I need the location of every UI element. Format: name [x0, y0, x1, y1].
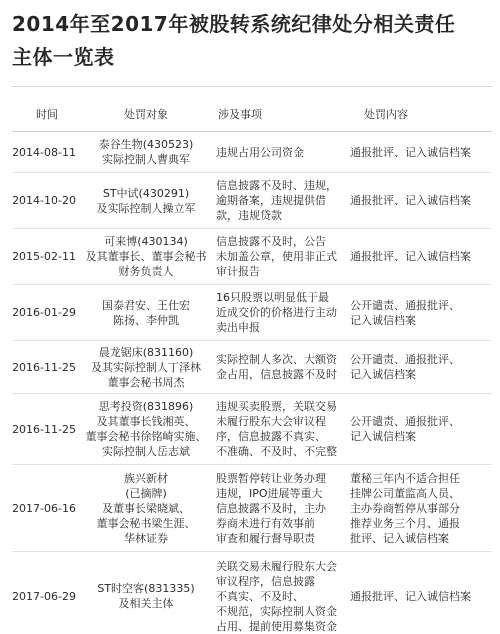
- header-target: 处罚对象: [82, 98, 210, 132]
- cell-target-line: 族兴新材: [124, 471, 168, 485]
- cell-target-line: 晨龙锯床(831160): [98, 345, 194, 359]
- cell-matter-line: 款，违规贷款: [216, 209, 282, 222]
- cell-matter-line: 股票暂停转让业务办理: [216, 471, 326, 485]
- cell-target: [82, 465, 210, 552]
- cell-target-line: ST时空客(831335): [97, 582, 195, 595]
- cell-matter-line: 不规范，实际控制人资金: [216, 604, 337, 618]
- cell-matter-line: 审议程序，信息披露: [216, 574, 315, 588]
- cell-matter: [210, 465, 342, 552]
- cell-date: 2014-10-20: [12, 173, 82, 229]
- cell-result-line: 通报批评、记入诚信档案: [350, 145, 471, 159]
- cell-result: [342, 394, 492, 465]
- cell-target-line: 泰谷生物(430523): [98, 138, 194, 151]
- penalty-table-body: [12, 132, 492, 634]
- cell-target-line: (已摘牌): [125, 486, 167, 500]
- cell-target-line: 董事会秘书梁生涯、: [96, 516, 196, 530]
- cell-target-line: 及董事长梁晓斌、: [102, 501, 190, 515]
- cell-target-line: 可来博(430134): [104, 235, 188, 248]
- cell-result-line: 通报批评、记入诚信档案: [350, 194, 471, 207]
- cell-target: [82, 132, 210, 173]
- cell-result-line: 通报批评、记入诚信档案: [350, 250, 471, 263]
- cell-target: [82, 229, 210, 285]
- cell-result-line: 记入诚信档案: [350, 368, 416, 381]
- cell-matter-line: 未加盖公章，使用非正式: [216, 250, 337, 263]
- cell-target: [82, 394, 210, 465]
- cell-target-line: 董事会秘书徐铭崎实施、: [85, 430, 207, 443]
- cell-matter-line: 16只股票以明显低于最: [216, 291, 329, 304]
- cell-date: 2016-01-29: [12, 285, 82, 341]
- cell-result: [342, 341, 492, 394]
- cell-result: [342, 173, 492, 229]
- table-row: [12, 229, 492, 285]
- cell-target-line: 董事会秘书周杰: [107, 375, 185, 389]
- cell-target-line: 国泰君安、王仕宏: [102, 298, 190, 312]
- cell-target-line: 思考投资(831896): [98, 400, 194, 413]
- cell-result-line: 公开谴责、通报批评、: [350, 298, 460, 312]
- table-row: [12, 173, 492, 229]
- cell-matter-line: 审查和履行督导职责: [216, 531, 315, 545]
- header-result: 处罚内容: [342, 98, 492, 132]
- title-divider: [12, 86, 492, 87]
- cell-date: 2014-08-11: [12, 132, 82, 173]
- cell-matter-line: 违规占用公司资金: [216, 145, 304, 159]
- cell-matter-line: 券商未进行有效事前: [216, 516, 315, 530]
- header-row: [12, 98, 492, 132]
- cell-matter-line: 违规，IPO进展等重大: [216, 486, 323, 500]
- cell-target-line: 华林证券: [124, 531, 168, 545]
- cell-result: [342, 465, 492, 552]
- cell-target-line: 及实际控制人操立军: [96, 201, 196, 215]
- cell-date: 2017-06-16: [12, 465, 82, 552]
- cell-result-line: 公开谴责、通报批评、: [350, 353, 460, 366]
- penalty-table: [12, 98, 492, 634]
- header-date: 时间: [12, 98, 82, 132]
- table-row: [12, 552, 492, 634]
- page-title-line-2: 主体一览表: [12, 45, 115, 69]
- cell-target-line: 实际控制人曹典军: [102, 153, 190, 166]
- cell-result-line: 公开谴责、通报批评、: [350, 415, 460, 428]
- cell-target-line: 及相关主体: [118, 597, 174, 610]
- cell-target-line: 及其董事长、董事会秘书: [85, 250, 207, 263]
- cell-matter-line: 审计报告: [216, 265, 260, 278]
- cell-matter: [210, 394, 342, 465]
- cell-target: [82, 552, 210, 634]
- table-row: [12, 465, 492, 552]
- cell-target: [82, 173, 210, 229]
- cell-date: 2015-02-11: [12, 229, 82, 285]
- cell-date: 2016-11-25: [12, 341, 82, 394]
- table-row: [12, 341, 492, 394]
- cell-matter: [210, 285, 342, 341]
- cell-result-line: 挂牌公司董监高人员、: [350, 486, 460, 500]
- header-matter: 涉及事项: [210, 98, 342, 132]
- cell-matter-line: 违规买卖股票，关联交易: [216, 400, 337, 413]
- cell-target-line: 及其实际控制人丁泽林: [91, 360, 201, 374]
- cell-result-line: 批评、记入诚信档案: [350, 531, 449, 545]
- cell-matter-line: 信息披露不及时、违规，: [216, 179, 337, 192]
- cell-matter-line: 不准确、不及时、不完整: [216, 445, 337, 458]
- cell-result: [342, 132, 492, 173]
- cell-result: [342, 229, 492, 285]
- cell-date: 2016-11-25: [12, 394, 82, 465]
- cell-matter: [210, 132, 342, 173]
- cell-matter-line: 实际控制人多次、大额资: [216, 353, 337, 366]
- cell-target-line: 实际控制人岳志斌: [102, 445, 190, 458]
- cell-result-line: 记入诚信档案: [350, 313, 416, 327]
- table-row: [12, 285, 492, 341]
- page-title-line-1: 2014年至2017年被股转系统纪律处分相关责任: [12, 12, 456, 36]
- cell-date: 2017-06-29: [12, 552, 82, 634]
- cell-matter: [210, 341, 342, 394]
- cell-target: [82, 285, 210, 341]
- cell-matter-line: 逾期备案，违规提供借: [216, 194, 326, 207]
- cell-target-line: 财务负责人: [118, 265, 174, 278]
- cell-result-line: 记入诚信档案: [350, 430, 416, 443]
- cell-result-line: 董秘三年内不适合担任: [350, 471, 460, 485]
- cell-matter: [210, 229, 342, 285]
- cell-matter: [210, 173, 342, 229]
- cell-result-line: 通报批评、记入诚信档案: [350, 589, 471, 603]
- penalty-table-header: [12, 98, 492, 132]
- page-title: [12, 8, 490, 74]
- cell-matter-line: 占用、提前使用募集资金: [216, 619, 337, 633]
- cell-matter-line: 未履行股东大会审议程: [216, 415, 326, 428]
- cell-matter-line: 信息披露不及时，主办: [216, 501, 326, 515]
- cell-matter-line: 金占用，信息披露不及时: [216, 368, 337, 381]
- cell-result-line: 主办券商暂停从事部分: [350, 501, 460, 515]
- cell-matter-line: 近成交价的价格进行主动: [216, 306, 337, 319]
- cell-target-line: 及其董事长钱湘英、: [96, 415, 196, 428]
- cell-matter-line: 不真实、不及时、: [216, 589, 304, 603]
- cell-matter-line: 序，信息披露不真实、: [216, 430, 326, 443]
- cell-target-line: ST中试(430291): [102, 186, 190, 200]
- cell-result-line: 推荐业务三个月、通报: [350, 516, 460, 530]
- cell-target: [82, 341, 210, 394]
- cell-matter-line: 信息披露不及时，公告: [216, 235, 326, 248]
- table-row: [12, 132, 492, 173]
- cell-matter-line: 卖出申报: [216, 321, 260, 334]
- cell-target-line: 陈扬、李仲凯: [113, 313, 179, 327]
- cell-result: [342, 285, 492, 341]
- cell-matter: [210, 552, 342, 634]
- cell-result: [342, 552, 492, 634]
- cell-matter-line: 关联交易未履行股东大会: [216, 559, 337, 573]
- table-row: [12, 394, 492, 465]
